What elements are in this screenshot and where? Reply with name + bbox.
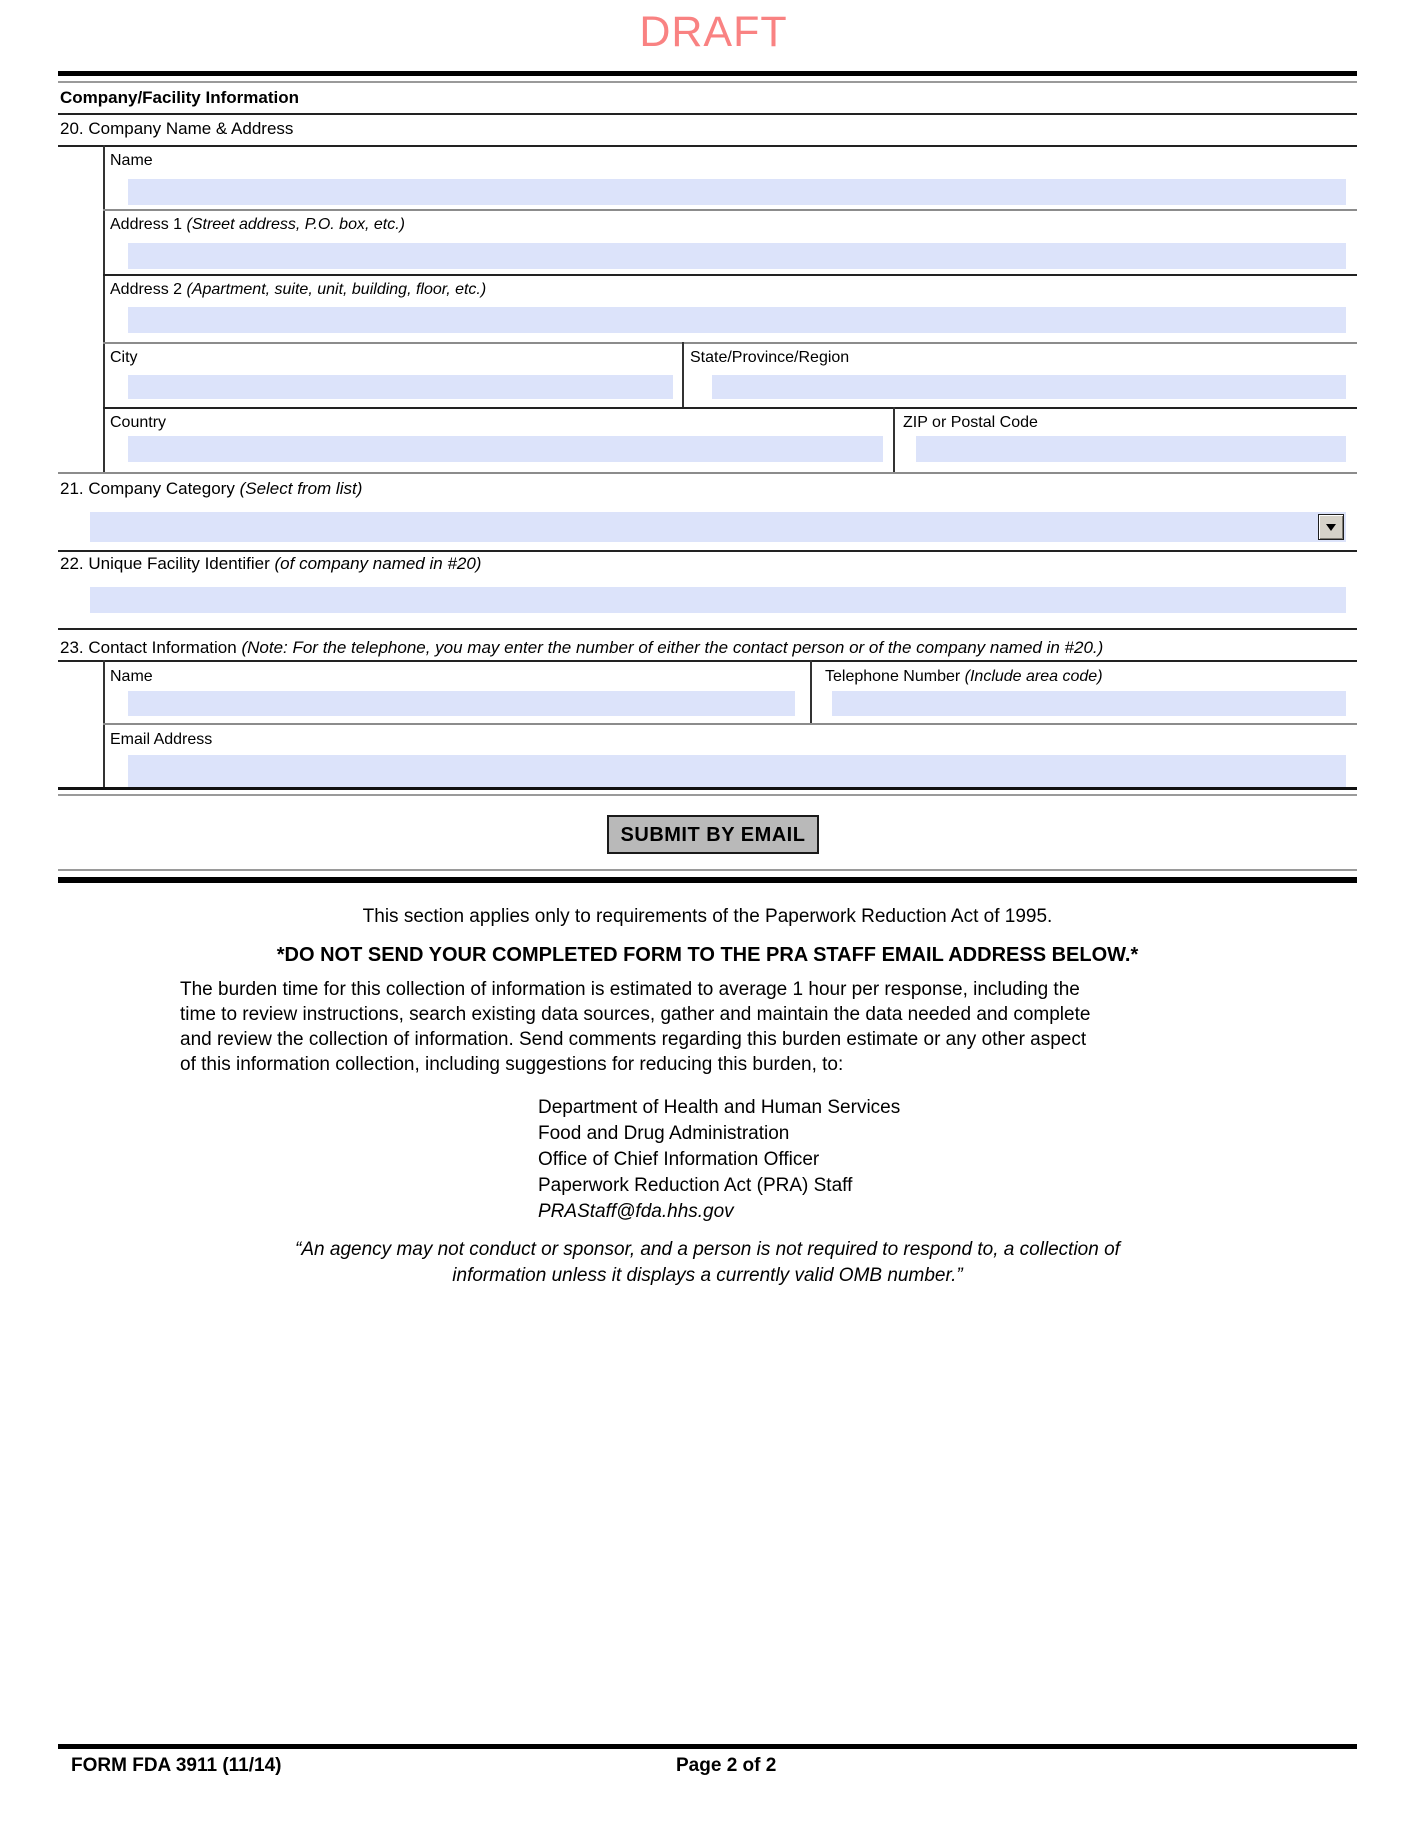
address1-input[interactable]: [128, 243, 1346, 269]
row-divider: [103, 407, 1357, 409]
submit-by-email-button[interactable]: SUBMIT BY EMAIL: [607, 815, 819, 854]
state-label: State/Province/Region: [690, 349, 850, 366]
pra-warning-text: *DO NOT SEND YOUR COMPLETED FORM TO THE PRA STAFF EMAIL ADDRESS BELOW.*: [276, 944, 1139, 966]
draft-watermark: DRAFT: [639, 8, 788, 56]
section-divider: [58, 550, 1357, 552]
section-21-title: 21. Company Category (Select from list): [60, 479, 363, 498]
pra-burden-line: of this information collection, including suggestions for reducing this burden, to:: [180, 1054, 844, 1075]
country-label: Country: [110, 414, 167, 431]
telephone-input[interactable]: [832, 691, 1346, 716]
divider: [58, 794, 1357, 796]
city-input[interactable]: [128, 375, 673, 399]
facility-identifier-input[interactable]: [90, 587, 1346, 613]
indent-line: [103, 145, 105, 472]
company-name-label: Name: [110, 152, 153, 169]
country-input[interactable]: [128, 436, 883, 462]
pra-intro-text: This section applies only to requirements of the Paperwork Reduction Act of 1995.: [362, 906, 1053, 927]
row-divider: [103, 274, 1357, 276]
zip-input[interactable]: [916, 436, 1346, 462]
company-category-select[interactable]: [90, 512, 1346, 542]
contact-name-input[interactable]: [128, 691, 795, 716]
pra-burden-line: The burden time for this collection of information is estimated to average 1 hour per response, including the: [180, 979, 1080, 1000]
section-23-title: 23. Contact Information (Note: For the telephone, you may enter the number of either the contact person or of the company named in #20.): [60, 638, 1104, 657]
address1-label: Address 1 (Street address, P.O. box, etc.): [110, 216, 405, 233]
chevron-down-icon: [1326, 524, 1336, 531]
divider: [58, 787, 1357, 790]
address2-input[interactable]: [128, 307, 1346, 333]
pra-burden-line: and review the collection of information. Send comments regarding this burden estimate or any other aspect: [180, 1029, 1087, 1050]
telephone-label: Telephone Number (Include area code): [825, 668, 1103, 685]
row-divider: [103, 723, 1357, 725]
email-label: Email Address: [110, 731, 213, 748]
email-input[interactable]: [128, 755, 1346, 787]
section-20-title: 20. Company Name & Address: [60, 119, 294, 138]
pra-burden-line: time to review instructions, search existing data sources, gather and maintain the data needed and complete: [180, 1004, 1091, 1025]
pra-address-block: [538, 1095, 900, 1225]
bottom-rule: [58, 877, 1357, 883]
footer-form-number: FORM FDA 3911 (11/14): [71, 1755, 282, 1776]
pra-address-line: Food and Drug Administration: [538, 1123, 790, 1144]
column-divider: [810, 660, 812, 723]
section-divider: [58, 628, 1357, 630]
state-input[interactable]: [712, 375, 1346, 399]
pra-address-line: Department of Health and Human Services: [538, 1097, 901, 1118]
pra-burden-paragraph: [180, 977, 1090, 1077]
address2-label: Address 2 (Apartment, suite, unit, building, floor, etc.): [110, 281, 487, 298]
divider: [58, 660, 1357, 662]
omb-quote-line: information unless it displays a currently valid OMB number.”: [452, 1265, 963, 1286]
section-22-title: 22. Unique Facility Identifier (of company named in #20): [60, 554, 482, 573]
omb-quote: [58, 1237, 1357, 1289]
pra-email-address: PRAStaff@fda.hhs.gov: [538, 1201, 734, 1222]
footer-page-number: Page 2 of 2: [676, 1755, 777, 1776]
company-category-dropdown-button[interactable]: [1318, 514, 1344, 540]
company-name-input[interactable]: [128, 179, 1346, 205]
column-divider: [893, 407, 895, 472]
row-divider: [103, 342, 1357, 344]
section-header: Company/Facility Information: [60, 88, 299, 107]
column-divider: [682, 342, 684, 407]
row-divider: [103, 209, 1357, 211]
pra-address-line: Paperwork Reduction Act (PRA) Staff: [538, 1175, 853, 1196]
top-rule: [58, 71, 1357, 76]
divider: [58, 869, 1357, 871]
footer-rule: [58, 1744, 1357, 1749]
pra-address-line: Office of Chief Information Officer: [538, 1149, 820, 1170]
section-divider: [58, 472, 1357, 474]
zip-label: ZIP or Postal Code: [903, 414, 1038, 431]
omb-quote-line: “An agency may not conduct or sponsor, and a person is not required to respond to, a collection of: [295, 1239, 1120, 1260]
divider: [58, 145, 1357, 147]
top-rule-thin: [58, 81, 1357, 83]
contact-name-label: Name: [110, 668, 153, 685]
divider: [58, 113, 1357, 115]
city-label: City: [110, 349, 138, 366]
